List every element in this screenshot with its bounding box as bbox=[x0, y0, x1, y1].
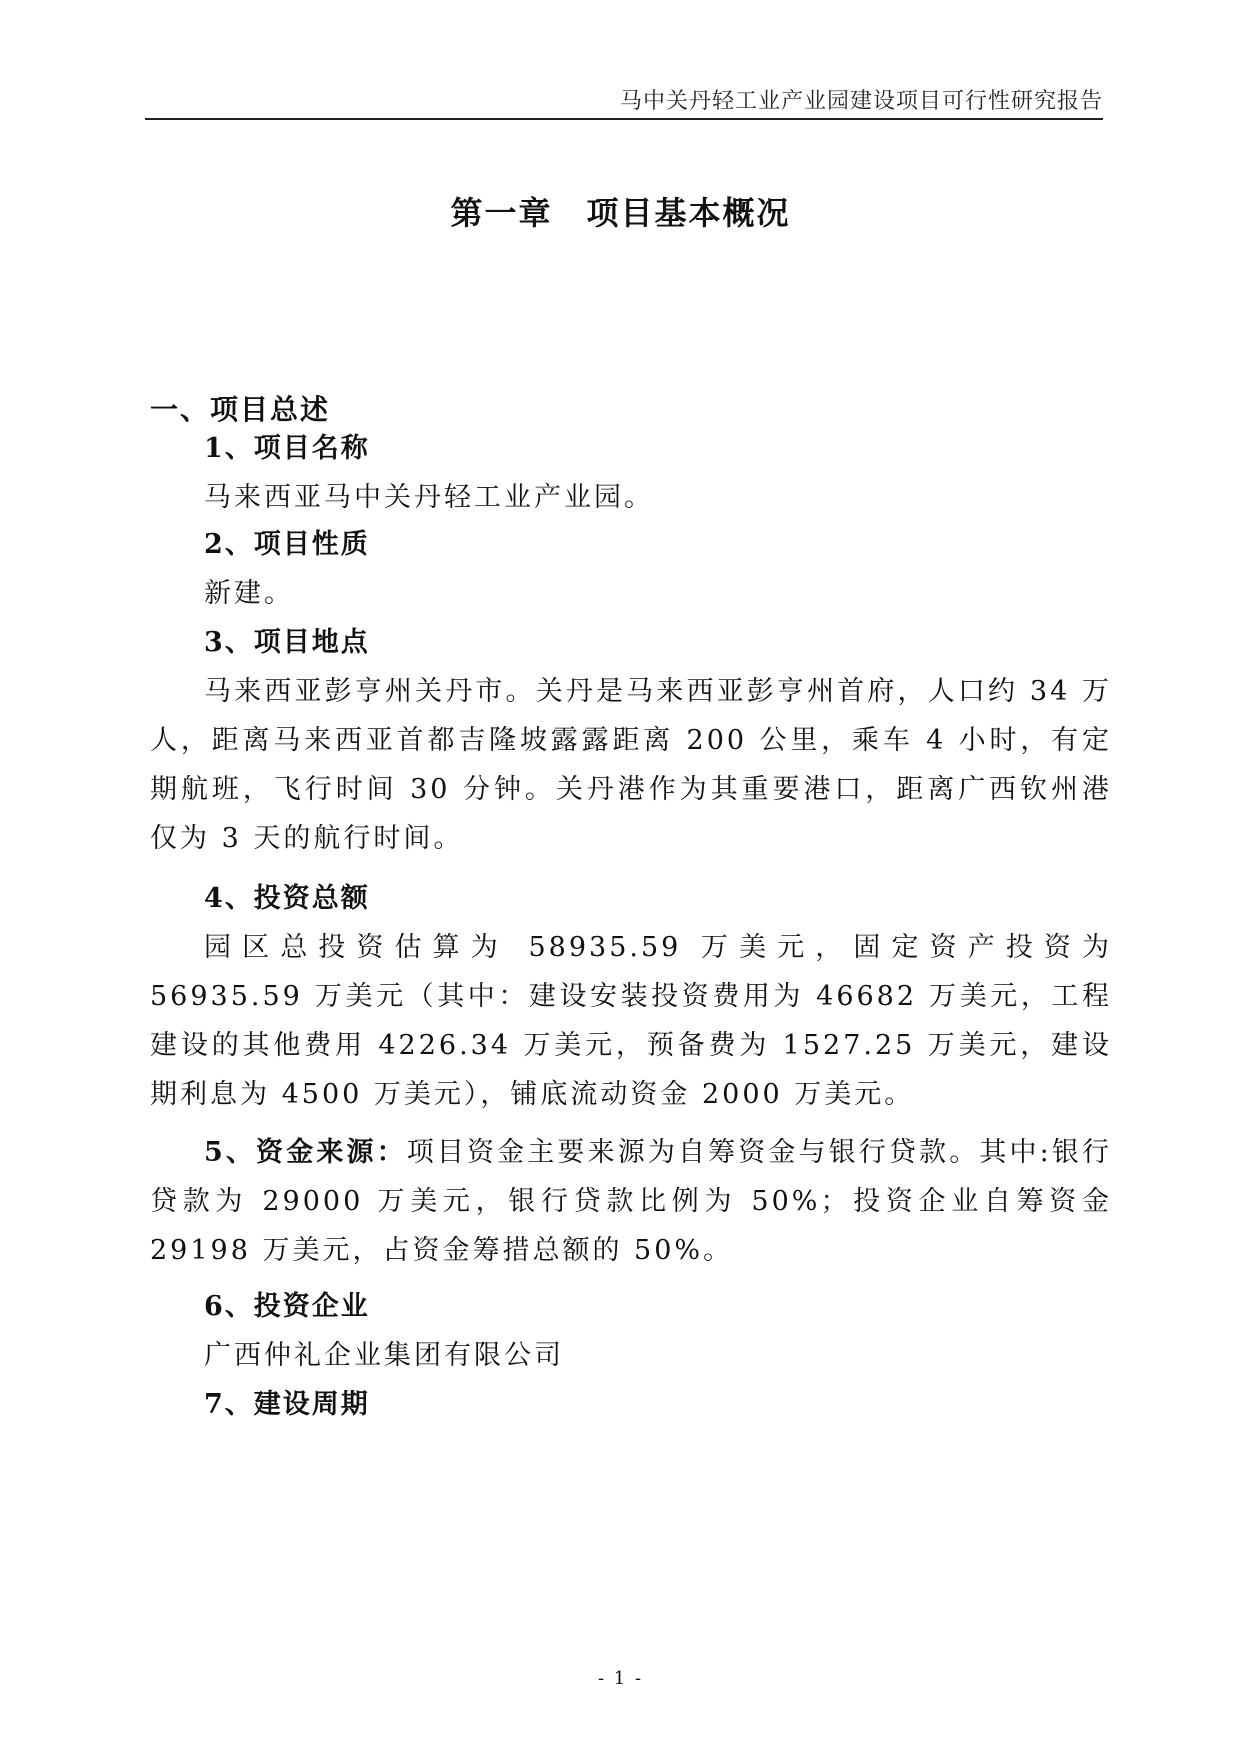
item-heading: 1、项目名称 bbox=[204, 433, 370, 464]
item-heading: 5、资金来源： bbox=[204, 1137, 407, 1168]
item-heading: 2、项目性质 bbox=[204, 529, 370, 560]
chapter-number: 第一章 bbox=[450, 194, 553, 232]
item-paragraph: 马来西亚彭亨州关丹市。关丹是马来西亚彭亨州首府，人口约 34 万人，距离马来西亚首都吉隆坡露露距离 200 公里，乘车 4 小时，有定期航班，飞行时间 30 分钟。关丹港作为其重要港口，距离广西钦州港仅为 3 天的航行时间。 bbox=[150, 676, 1112, 854]
section-heading: 一、项目总述 bbox=[150, 393, 331, 426]
header-title: 马中关丹轻工业产业园建设项目可行性研究报告 bbox=[619, 89, 1103, 114]
chapter-name: 项目基本概况 bbox=[586, 194, 791, 232]
page-number: - 1 - bbox=[597, 1668, 644, 1689]
item-investment-total bbox=[150, 874, 1112, 1119]
item-paragraph bbox=[150, 1128, 1112, 1275]
item-text: 项目资金主要来源为自筹资金与银行贷款。其中:银行贷款为 29000 万美元，银行贷款比例为 50%；投资企业自筹资金 29198 万美元，占资金筹措总额的 50%。 bbox=[150, 1137, 1112, 1266]
item-text: 新建。 bbox=[204, 578, 294, 609]
item-construction-period bbox=[150, 1380, 1112, 1429]
item-heading: 6、投资企业 bbox=[204, 1291, 370, 1322]
item-text: 马来西亚马中关丹轻工业产业园。 bbox=[204, 482, 654, 513]
item-text: 广西仲礼企业集团有限公司 bbox=[204, 1340, 564, 1371]
item-heading: 4、投资总额 bbox=[204, 883, 370, 914]
running-header bbox=[145, 84, 1103, 120]
item-paragraph: 园区总投资估算为 58935.59 万美元，固定资产投资为 56935.59 万美元（其中：建设安装投资费用为 46682 万美元，工程建设的其他费用 4226.34 万美元，预备费为 1527.25 万美元，建设期利息为 4500 万美元），铺底流动资金 2000 万美元。 bbox=[150, 932, 1112, 1110]
item-project-nature bbox=[150, 520, 1112, 618]
item-funding-source bbox=[150, 1128, 1112, 1275]
item-investor bbox=[150, 1282, 1112, 1380]
item-heading: 7、建设周期 bbox=[204, 1389, 370, 1420]
chapter-title bbox=[0, 188, 1241, 234]
item-project-name bbox=[150, 424, 1112, 522]
item-project-location bbox=[150, 618, 1112, 863]
item-heading: 3、项目地点 bbox=[204, 627, 370, 658]
